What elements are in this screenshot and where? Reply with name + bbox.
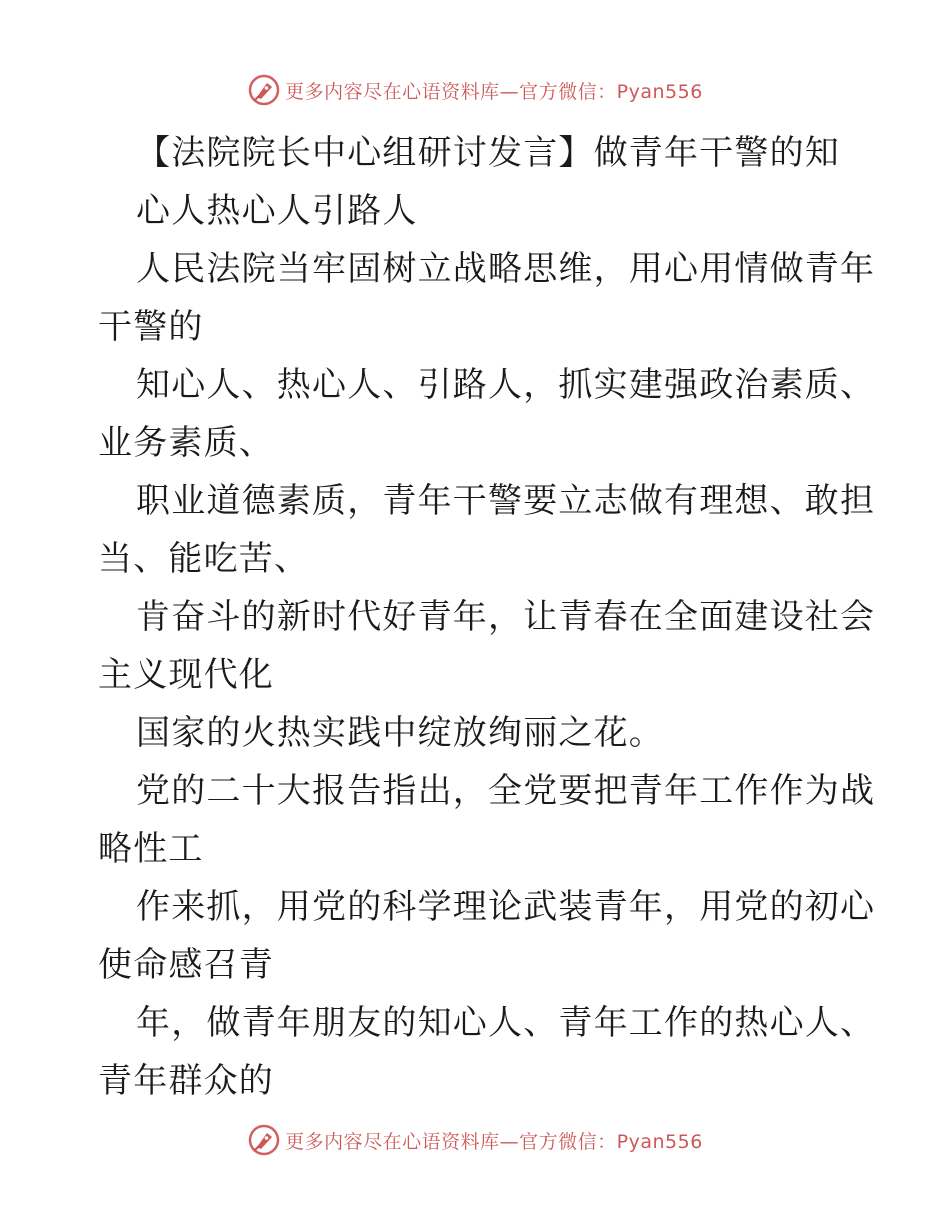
text-line: 使命感召青 bbox=[98, 945, 274, 985]
text-line: 主义现代化 bbox=[98, 655, 274, 695]
text-line: 年，做青年朋友的知心人、青年工作的热心人、 bbox=[136, 1003, 876, 1043]
text-line: 党的二十大报告指出，全党要把青年工作作为战 bbox=[136, 771, 876, 811]
text-line: 职业道德素质，青年干警要立志做有理想、敢担 bbox=[136, 481, 876, 521]
text-line: 略性工 bbox=[98, 829, 204, 869]
text-line: 知心人、热心人、引路人，抓实建强政治素质、 bbox=[136, 365, 876, 405]
text-line: 当、能吃苦、 bbox=[98, 539, 310, 579]
text-line: 人民法院当牢固树立战略思维，用心用情做青年 bbox=[136, 249, 876, 289]
pen-nib-logo-icon bbox=[247, 1123, 281, 1157]
text-line: 业务素质、 bbox=[98, 423, 274, 463]
text-line: 【法院院长中心组研讨发言】做青年干警的知 bbox=[136, 133, 840, 173]
document-body bbox=[98, 124, 876, 1110]
text-line: 青年群众的 bbox=[98, 1061, 274, 1101]
watermark-text: 更多内容尽在心语资料库—官方微信：Pyan556 bbox=[285, 1130, 703, 1153]
footer-watermark bbox=[0, 1120, 950, 1160]
watermark-text: 更多内容尽在心语资料库—官方微信：Pyan556 bbox=[285, 80, 703, 103]
text-line: 肯奋斗的新时代好青年，让青春在全面建设社会 bbox=[136, 597, 876, 637]
text-line: 国家的火热实践中绽放绚丽之花。 bbox=[136, 713, 664, 753]
header-watermark bbox=[0, 70, 950, 110]
pen-nib-logo-icon bbox=[247, 73, 281, 107]
text-line: 心人热心人引路人 bbox=[136, 191, 418, 231]
text-line: 干警的 bbox=[98, 307, 204, 347]
text-line: 作来抓，用党的科学理论武装青年，用党的初心 bbox=[136, 887, 876, 927]
